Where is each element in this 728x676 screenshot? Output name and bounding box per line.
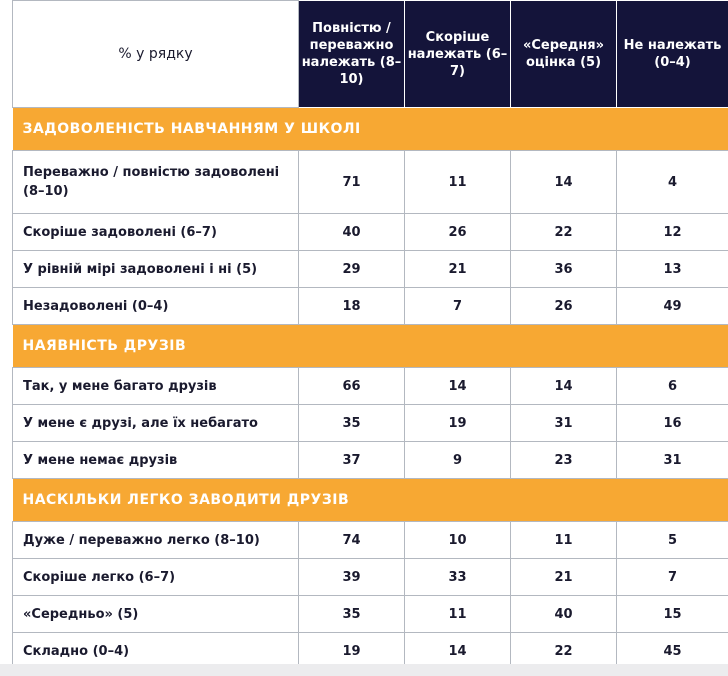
cell-value: 35 xyxy=(299,596,405,633)
table-row xyxy=(13,522,728,559)
cell-value: 14 xyxy=(405,633,511,670)
table-row xyxy=(13,442,728,479)
cell-value: 29 xyxy=(299,251,405,288)
cell-value: 71 xyxy=(299,151,405,214)
cell-value: 31 xyxy=(511,405,617,442)
cell-value: 19 xyxy=(299,633,405,670)
table-row xyxy=(13,151,728,214)
cell-value: 14 xyxy=(511,368,617,405)
cell-value: 15 xyxy=(617,596,728,633)
row-label: У мене немає друзів xyxy=(13,442,299,479)
cell-value: 9 xyxy=(405,442,511,479)
table-row xyxy=(13,214,728,251)
cell-value: 21 xyxy=(405,251,511,288)
cell-value: 33 xyxy=(405,559,511,596)
survey-table xyxy=(12,0,728,670)
cell-value: 66 xyxy=(299,368,405,405)
section-row-making-friends xyxy=(13,479,728,522)
row-label: «Середньо» (5) xyxy=(13,596,299,633)
cell-value: 35 xyxy=(299,405,405,442)
table-row xyxy=(13,288,728,325)
cell-value: 23 xyxy=(511,442,617,479)
cell-value: 22 xyxy=(511,633,617,670)
cell-value: 4 xyxy=(617,151,728,214)
cell-value: 74 xyxy=(299,522,405,559)
section-row-friends xyxy=(13,325,728,368)
cell-value: 40 xyxy=(511,596,617,633)
row-label: Скоріше задоволені (6–7) xyxy=(13,214,299,251)
section-row-school-satisfaction xyxy=(13,108,728,151)
table-row xyxy=(13,559,728,596)
row-label: Скоріше легко (6–7) xyxy=(13,559,299,596)
table-body xyxy=(13,108,728,670)
cell-value: 7 xyxy=(617,559,728,596)
cell-value: 36 xyxy=(511,251,617,288)
column-header-average: «Середня» оцінка (5) xyxy=(511,1,617,108)
row-label: У мене є друзі, але їх небагато xyxy=(13,405,299,442)
cell-value: 45 xyxy=(617,633,728,670)
cell-value: 6 xyxy=(617,368,728,405)
cell-value: 26 xyxy=(511,288,617,325)
cell-value: 11 xyxy=(405,151,511,214)
table-row xyxy=(13,251,728,288)
cell-value: 13 xyxy=(617,251,728,288)
cell-value: 31 xyxy=(617,442,728,479)
cell-value: 18 xyxy=(299,288,405,325)
cell-value: 7 xyxy=(405,288,511,325)
cell-value: 26 xyxy=(405,214,511,251)
cell-value: 11 xyxy=(405,596,511,633)
cell-value: 37 xyxy=(299,442,405,479)
cell-value: 11 xyxy=(511,522,617,559)
cell-value: 49 xyxy=(617,288,728,325)
table-row xyxy=(13,405,728,442)
table-row xyxy=(13,596,728,633)
cell-value: 40 xyxy=(299,214,405,251)
bottom-shade xyxy=(0,664,728,676)
column-header-not-belong: Не належать (0–4) xyxy=(617,1,728,108)
table-header xyxy=(13,1,728,108)
cell-value: 16 xyxy=(617,405,728,442)
section-title: НАСКІЛЬКИ ЛЕГКО ЗАВОДИТИ ДРУЗІВ xyxy=(13,479,728,522)
cell-value: 14 xyxy=(405,368,511,405)
table-row xyxy=(13,368,728,405)
cell-value: 5 xyxy=(617,522,728,559)
cell-value: 12 xyxy=(617,214,728,251)
column-header-fully-belong: Повністю / переважно належать (8–10) xyxy=(299,1,405,108)
cell-value: 10 xyxy=(405,522,511,559)
row-label: Дуже / переважно легко (8–10) xyxy=(13,522,299,559)
cell-value: 39 xyxy=(299,559,405,596)
cell-value: 21 xyxy=(511,559,617,596)
row-label: У рівній мірі задоволені і ні (5) xyxy=(13,251,299,288)
cell-value: 19 xyxy=(405,405,511,442)
row-label: Так, у мене багато друзів xyxy=(13,368,299,405)
row-label: Складно (0–4) xyxy=(13,633,299,670)
column-header-rather-belong: Скоріше належать (6–7) xyxy=(405,1,511,108)
header-row xyxy=(13,1,728,108)
row-label-header: % у рядку xyxy=(13,1,299,108)
cell-value: 14 xyxy=(511,151,617,214)
cell-value: 22 xyxy=(511,214,617,251)
row-label: Переважно / повністю задоволені (8–10) xyxy=(13,151,299,214)
section-title: ЗАДОВОЛЕНІСТЬ НАВЧАННЯМ У ШКОЛІ xyxy=(13,108,728,151)
section-title: НАЯВНІСТЬ ДРУЗІВ xyxy=(13,325,728,368)
row-label: Незадоволені (0–4) xyxy=(13,288,299,325)
